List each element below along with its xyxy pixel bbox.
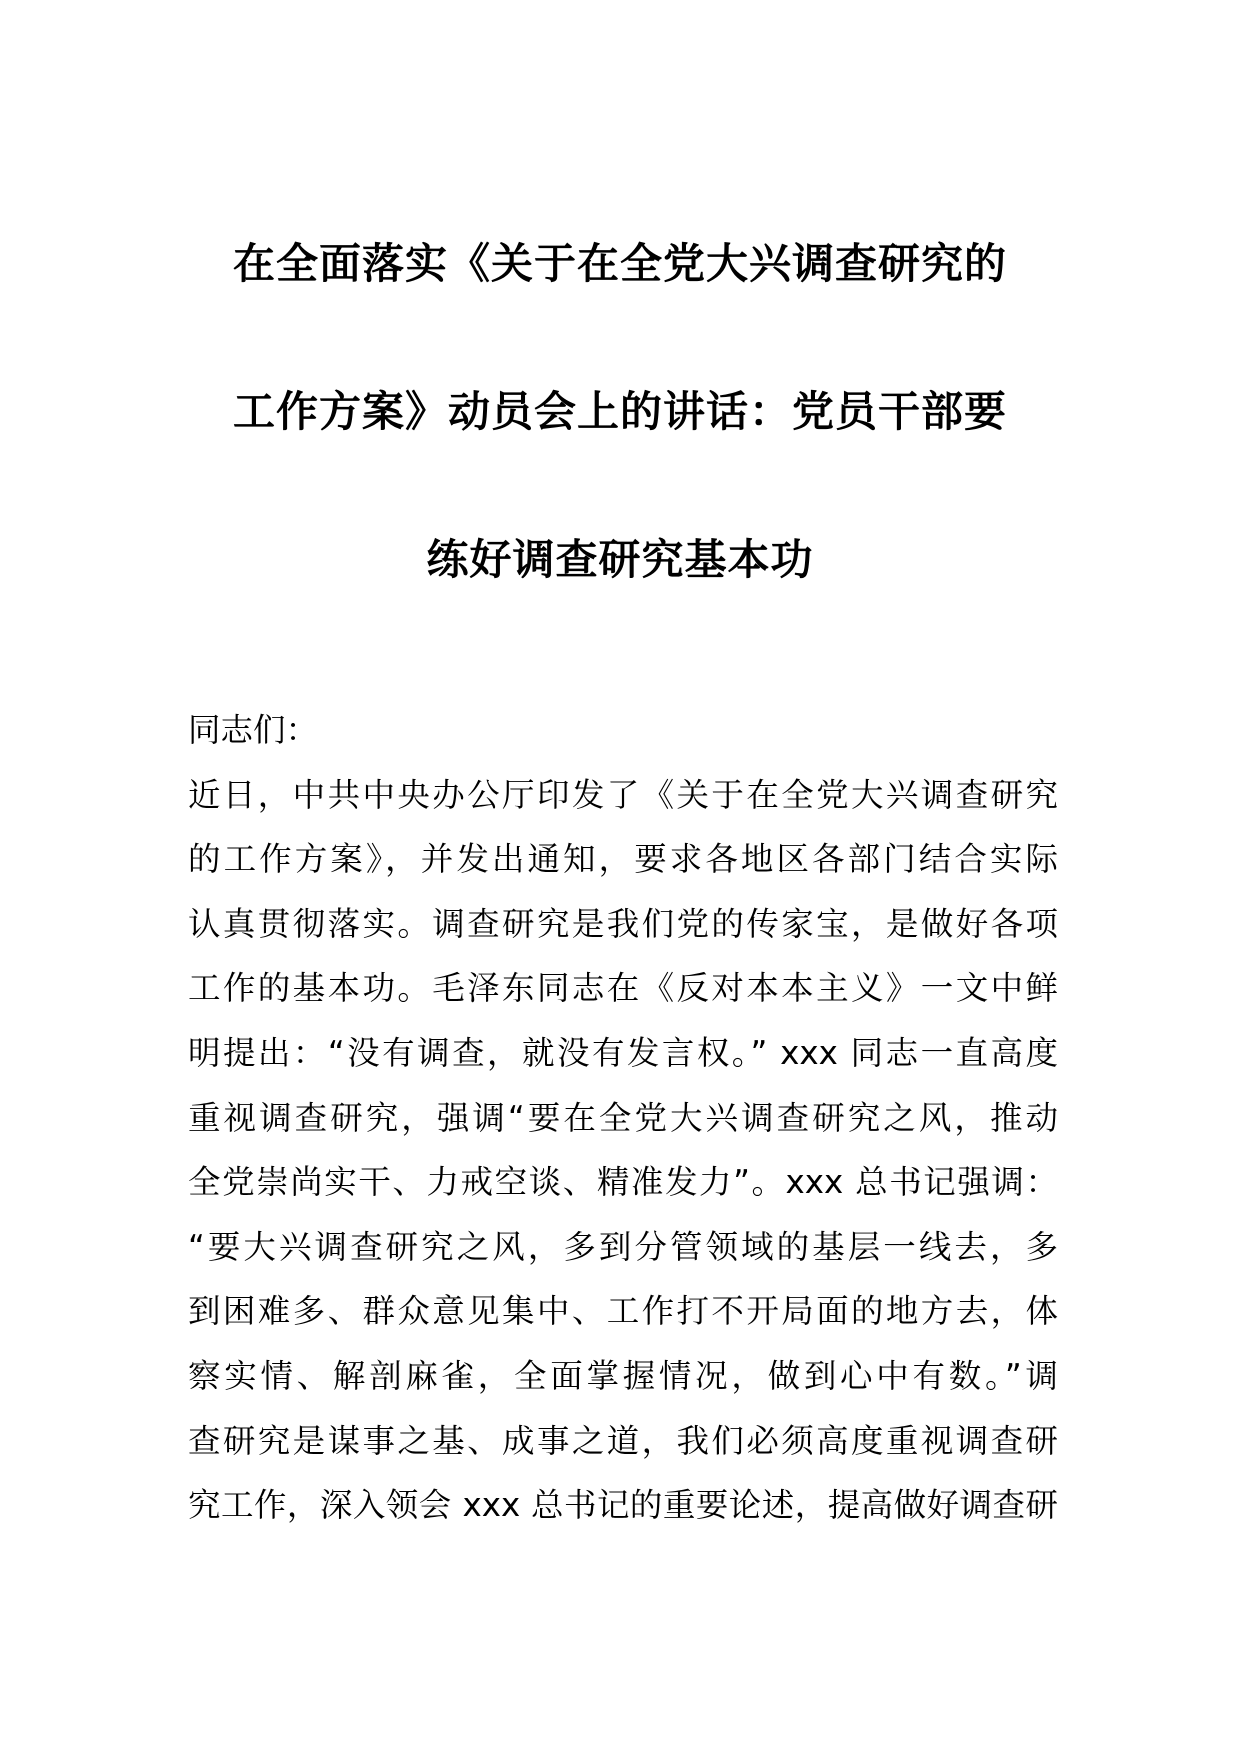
- title-line: 工作方案》动员会上的讲话：党员干部要: [232, 387, 1007, 436]
- paragraph-line: 到困难多、群众意见集中、工作打不开局面的地方去，体: [188, 1292, 1058, 1331]
- salutation: 同志们：: [188, 711, 319, 749]
- title-line: 练好调查研究基本功: [426, 535, 814, 584]
- paragraph-line: 重视调查研究，强调“要在全党大兴调查研究之风，推动: [188, 1098, 1058, 1137]
- paragraph-line: 究工作，深入领会 xxx 总书记的重要论述，提高做好调查研: [188, 1486, 1058, 1525]
- paragraph-line: 察实情、解剖麻雀，全面掌握情况，做到心中有数。”调: [188, 1356, 1058, 1395]
- paragraph-line: 的工作方案》，并发出通知，要求各地区各部门结合实际: [188, 840, 1058, 879]
- paragraph-line: 近日，中共中央办公厅印发了《关于在全党大兴调查研究: [188, 775, 1058, 814]
- paragraph-line: “要大兴调查研究之风，多到分管领域的基层一线去，多: [188, 1227, 1058, 1266]
- document-title: [160, 190, 1080, 634]
- paragraph-line: 认真贯彻落实。调查研究是我们党的传家宝，是做好各项: [188, 904, 1058, 943]
- paragraph-line: 明提出：“没有调查，就没有发言权。” xxx 同志一直高度: [188, 1033, 1058, 1072]
- title-line: 在全面落实《关于在全党大兴调查研究的: [232, 239, 1007, 288]
- paragraph-line: 工作的基本功。毛泽东同志在《反对本本主义》一文中鲜: [188, 969, 1058, 1008]
- paragraph-line: 查研究是谋事之基、成事之道，我们必须高度重视调查研: [188, 1421, 1058, 1460]
- document-body: [188, 698, 1058, 1538]
- paragraph-line: 全党崇尚实干、力戒空谈、精准发力”。xxx 总书记强调：: [188, 1163, 1058, 1202]
